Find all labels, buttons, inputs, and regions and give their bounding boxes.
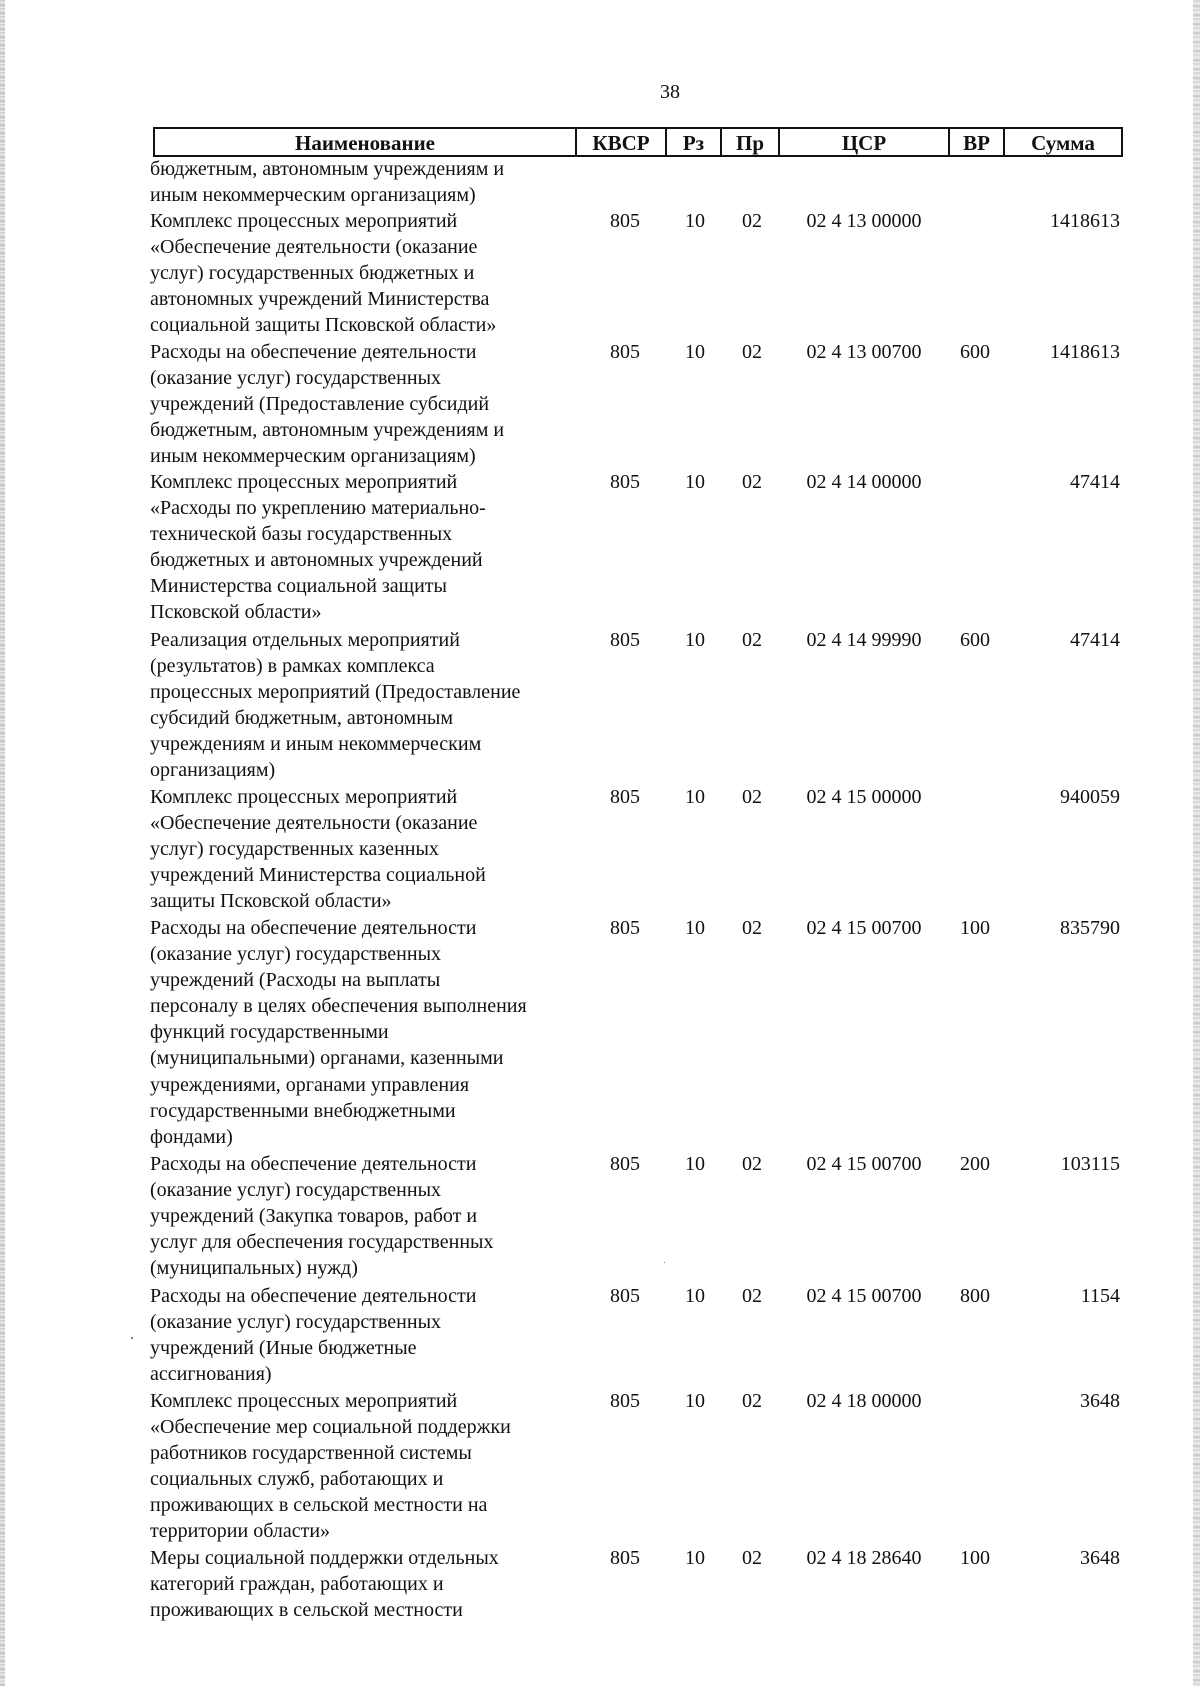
- row-sum: 3648: [1080, 1547, 1120, 1569]
- row-rz: 10: [685, 1153, 705, 1175]
- row-name: Комплекс процессных мероприятий «Обеспечение деятельности (оказание услуг) государственных казенных учреждений Министерства социальной защиты Псковской области»: [150, 786, 486, 913]
- row-vr: 600: [960, 341, 990, 363]
- row-kvsr: 805: [610, 1285, 640, 1307]
- row-name: Комплекс процессных мероприятий «Обеспечение деятельности (оказание услуг) государственных бюджетных и автономных учреждений Министерства социальной защиты Псковской области»: [150, 210, 497, 337]
- row-kvsr: 805: [610, 1547, 640, 1569]
- row-vr: 200: [960, 1153, 990, 1175]
- row-sum: 940059: [1060, 786, 1120, 808]
- row-pr: 02: [742, 786, 762, 808]
- row-vr: 600: [960, 629, 990, 651]
- row-pr: 02: [742, 1547, 762, 1569]
- row-name: Расходы на обеспечение деятельности (оказание услуг) государственных учреждений (Закупка товаров, работ и услуг для обеспечения государственных (муниципальных) нужд): [150, 1153, 494, 1280]
- row-name: Меры социальной поддержки отдельных категорий граждан, работающих и проживающих в сельской местности: [150, 1547, 499, 1622]
- row-sum: 47414: [1070, 629, 1120, 651]
- row-pr: 02: [742, 210, 762, 232]
- scan-speck: [664, 1262, 665, 1263]
- row-rz: 10: [685, 786, 705, 808]
- row-pr: 02: [742, 341, 762, 363]
- header-csr: ЦСР: [780, 129, 950, 157]
- row-sum: 1154: [1080, 1285, 1120, 1307]
- row-csr: 02 4 15 00000: [806, 786, 922, 808]
- row-kvsr: 805: [610, 1153, 640, 1175]
- page-number: 38: [660, 81, 680, 103]
- row-kvsr: 805: [610, 917, 640, 939]
- row-rz: 10: [685, 917, 705, 939]
- row-sum: 3648: [1080, 1390, 1120, 1412]
- header-pr: Пр: [722, 129, 780, 157]
- row-vr: 100: [960, 917, 990, 939]
- header-sum: Сумма: [1031, 131, 1095, 155]
- row-kvsr: 805: [610, 210, 640, 232]
- header-kvsr: КВСР: [577, 129, 667, 157]
- row-pr: 02: [742, 1285, 762, 1307]
- row-csr: 02 4 14 99990: [806, 629, 922, 651]
- row-csr: 02 4 15 00700: [806, 1285, 922, 1307]
- row-rz: 10: [685, 210, 705, 232]
- scan-speck: [131, 1337, 133, 1339]
- row-name: бюджетным, автономным учреждениям и иным некоммерческим организациям): [150, 158, 505, 207]
- row-rz: 10: [685, 341, 705, 363]
- row-kvsr: 805: [610, 629, 640, 651]
- row-csr: 02 4 18 00000: [806, 1390, 922, 1412]
- scan-edge-right: [1193, 0, 1200, 1686]
- row-name: Реализация отдельных мероприятий (результатов) в рамках комплекса процессных мероприятий (Предоставление субсидий бюджетным, автономным учреждениям и иным некоммерческим организациям): [150, 629, 521, 782]
- row-name: Комплекс процессных мероприятий «Обеспечение мер социальной поддержки работников государственной системы социальных служб, работающих и проживающих в сельской местности на территории области»: [150, 1390, 511, 1543]
- row-pr: 02: [742, 917, 762, 939]
- row-name: Комплекс процессных мероприятий «Расходы по укреплению материально- технической базы государственных бюджетных и автономных учреждений Министерства социальной защиты Псковской области»: [150, 471, 486, 624]
- header-rz: Рз: [667, 129, 722, 157]
- row-kvsr: 805: [610, 1390, 640, 1412]
- row-name: Расходы на обеспечение деятельности (оказание услуг) государственных учреждений (Расходы на выплаты персоналу в целях обеспечения выполнения функций государственными (муниципальными) органами, казенными учреждениями, органами управления государственными внебюджетными фондами): [150, 917, 527, 1148]
- row-name: Расходы на обеспечение деятельности (оказание услуг) государственных учреждений (Иные бюджетные ассигнования): [150, 1285, 477, 1386]
- scan-edge-left: [0, 0, 5, 1686]
- row-csr: 02 4 15 00700: [806, 1153, 922, 1175]
- row-rz: 10: [685, 629, 705, 651]
- header-vr: ВР: [950, 129, 1005, 157]
- row-kvsr: 805: [610, 341, 640, 363]
- row-sum: 103115: [1060, 1153, 1120, 1175]
- row-csr: 02 4 14 00000: [806, 471, 922, 493]
- row-csr: 02 4 13 00000: [806, 210, 922, 232]
- header-name: Наименование: [155, 129, 577, 157]
- row-csr: 02 4 18 28640: [806, 1547, 922, 1569]
- row-pr: 02: [742, 471, 762, 493]
- row-csr: 02 4 15 00700: [806, 917, 922, 939]
- row-pr: 02: [742, 629, 762, 651]
- row-sum: 1418613: [1050, 341, 1120, 363]
- row-sum: 835790: [1060, 917, 1120, 939]
- row-kvsr: 805: [610, 471, 640, 493]
- row-rz: 10: [685, 471, 705, 493]
- table-header: [153, 127, 1123, 157]
- row-pr: 02: [742, 1390, 762, 1412]
- row-kvsr: 805: [610, 786, 640, 808]
- row-rz: 10: [685, 1547, 705, 1569]
- row-sum: 47414: [1070, 471, 1120, 493]
- row-sum: 1418613: [1050, 210, 1120, 232]
- row-vr: 100: [960, 1547, 990, 1569]
- row-rz: 10: [685, 1285, 705, 1307]
- row-pr: 02: [742, 1153, 762, 1175]
- row-rz: 10: [685, 1390, 705, 1412]
- row-name: Расходы на обеспечение деятельности (оказание услуг) государственных учреждений (Предоставление субсидий бюджетным, автономным учреждениям и иным некоммерческим организациям): [150, 341, 505, 468]
- row-csr: 02 4 13 00700: [806, 341, 922, 363]
- row-vr: 800: [960, 1285, 990, 1307]
